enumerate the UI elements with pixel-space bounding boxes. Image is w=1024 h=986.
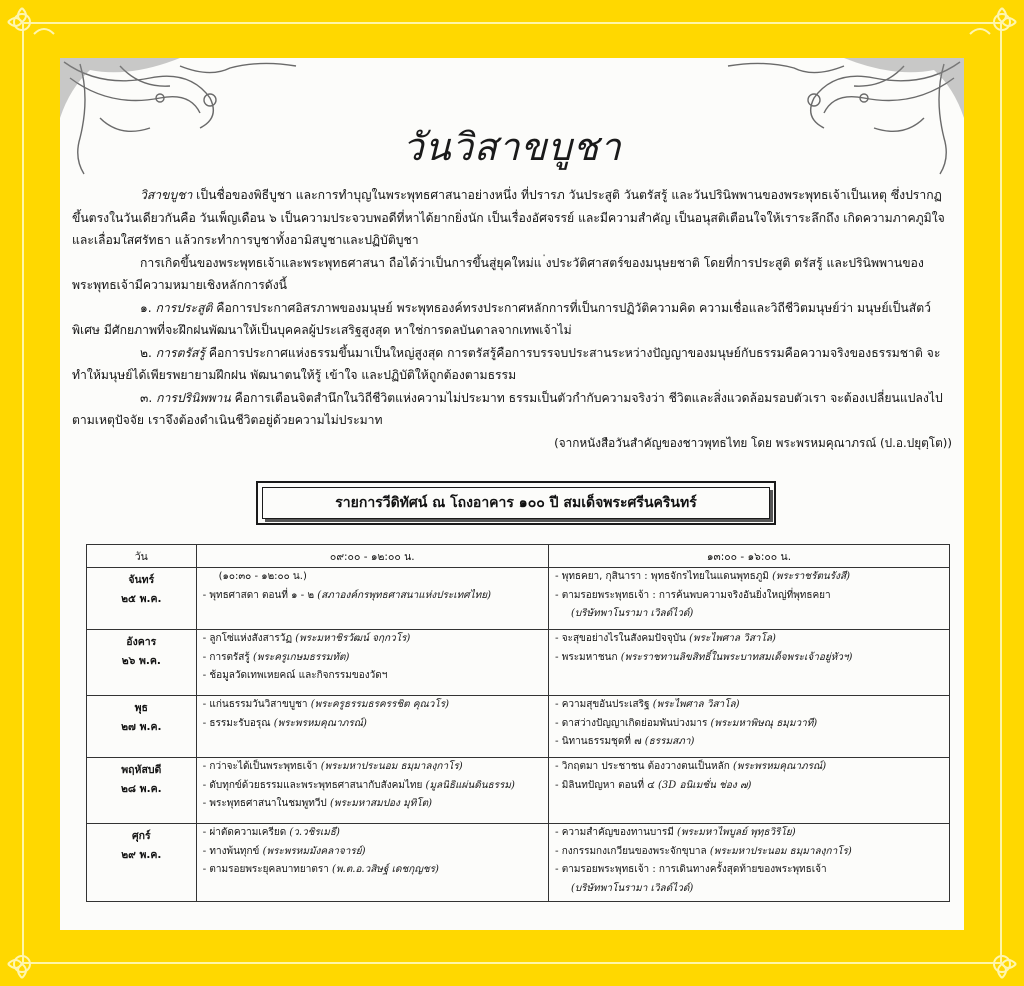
item-credit: (พระราชทานลิขสิทธิ์ในพระบาทสมเด็จพระเจ้าอยู่หัวฯ) [620, 651, 853, 663]
corner-flower-icon [4, 922, 64, 982]
paragraph-1 [72, 184, 952, 252]
list-item [549, 715, 949, 734]
item-credit: (พระพรหมมังคลาจารย์) [262, 845, 366, 857]
item-credit: (พระมหาประนอม ธมฺมาลงฺกาโร) [320, 761, 463, 772]
term-enlightenment: การตรัสรู้ [155, 345, 206, 360]
item-title: - พุทธคยา, กุสินารา : พุทธจักรไทยในแดนพุทธภูมิ [554, 571, 773, 582]
item-title: - กว่าจะได้เป็นพระพุทธเจ้า [202, 761, 321, 772]
list-item [197, 777, 548, 796]
list-item [197, 861, 548, 880]
item-title: - ตามรอยพระยุคลบาทยาตรา [202, 864, 333, 875]
intro-text [72, 184, 952, 454]
col-day-header: วัน [87, 545, 197, 568]
list-item: - ช้อมูลวัดเทพเหยคณ์ และกิจกรรมของวัดฯ [202, 670, 388, 681]
table-row [87, 824, 950, 902]
item-title: - ดาสว่างปัญญาเกิดย่อมพันบ่วงมาร [554, 717, 711, 729]
item-credit: (พระพรหมคุณาภรณ์) [273, 717, 367, 729]
item-title: - ลูกโซ่แห่งสังสารวัฏ [202, 633, 296, 644]
corner-flower-icon [960, 922, 1020, 982]
afternoon-cell [548, 568, 949, 630]
term-nirvana: การปรินิพพาน [156, 390, 231, 405]
day-date: ๒๕ พ.ค. [121, 593, 162, 605]
list-item [197, 758, 548, 777]
paragraph-3 [72, 297, 952, 342]
item-title: - ความสุขอันประเสริฐ [554, 699, 653, 710]
afternoon-cell [548, 758, 949, 824]
item-title: - ผ่าตัดความเครียด [202, 827, 290, 838]
item-title: - ธรรมะรับอรุณ [202, 717, 274, 729]
document-page [60, 58, 964, 930]
day-name: ศุกร์ [131, 830, 151, 842]
list-item [197, 795, 548, 814]
item-credit: (พระมหาพิษณุ ธมฺมวาที) [710, 717, 818, 729]
item-credit: (พระมหาประนอม ธมฺมาลงฺกาโร) [709, 845, 852, 857]
day-name: อังคาร [126, 636, 157, 648]
day-date: ๒๘ พ.ค. [121, 783, 162, 795]
term-visakha: วิสาขบูชา [140, 188, 193, 202]
item-number: ๓. [140, 390, 157, 405]
list-item [549, 843, 949, 862]
afternoon-cell [548, 630, 949, 696]
item-credit: (3D อนิเมชั่น ช่อง ๗) [657, 779, 752, 791]
item-credit: (พระไพศาล วิสาโล) [652, 699, 740, 710]
source-citation: (จากหนังสือวันสำคัญของชาวพุทธไทย โดย พระพรหมคุณาภรณ์ (ป.อ.ปยุตฺโต)) [554, 435, 952, 450]
day-cell [87, 758, 197, 824]
schedule-table [86, 544, 950, 902]
item-title: - การตรัสรู้ [202, 651, 253, 663]
day-name: จันทร์ [128, 574, 155, 586]
item-credit: (พระครูเกษมธรรมทัต) [252, 651, 350, 663]
morning-cell [196, 630, 548, 696]
schedule-banner [256, 481, 776, 525]
item-credit: (พระราชรัตนรังสี) [772, 571, 851, 582]
item-credit: (ธรรมสภา) [644, 736, 695, 747]
day-date: ๒๗ พ.ค. [121, 721, 162, 733]
table-row [87, 630, 950, 696]
day-cell [87, 630, 197, 696]
item-credit: (พระพรหมคุณาภรณ์) [733, 761, 827, 772]
list-item [549, 733, 949, 752]
item-credit: (พระครูธรรมธรครรชิต คุณวโร) [310, 699, 450, 710]
item-title: - พระพุทธศาสนาในชมพูทวีป [202, 798, 330, 809]
paragraph-text: คือการเตือนจิตสำนึกในวิถีชีวิตแห่งความไม่ประมาท ธรรมเป็นตัวกำกับความจริงว่า ชีวิตและสิ่งแวดล้อมรอบตัวเรา จะต้องเปลี่ยนแปลงไปตามเหตุปัจจัย เราจึงต้องดำเนินชีวิตอยู่ด้วยความไม่ประมาท [72, 390, 943, 427]
item-credit: (พระมหาสมปอง มุทิโต) [329, 798, 433, 809]
paragraph-text: คือการประกาศแห่งธรรมขึ้นมาเป็นใหญ่สูงสุด การตรัสรู้คือการบรรจบประสานระหว่างปัญญาของมนุษย์กับธรรมคือความจริงของธรรมชาติ จะทำให้มนุษย์ได้เพียรพยายามฝึกฝน พัฒนาตนให้รู้ เข้าใจ และปฏิบัติให้ถูกต้องตามธรรม [72, 345, 941, 382]
list-item [549, 568, 949, 587]
list-item [549, 824, 949, 843]
paragraph-5 [72, 387, 952, 432]
table-header-row [87, 545, 950, 568]
list-item [549, 630, 949, 649]
item-credit: (ว.วชิรเมธี) [289, 827, 340, 838]
list-item [549, 758, 949, 777]
list-item [197, 843, 548, 862]
item-credit: (พ.ต.อ.วสิษฐ์ เดชกุญชร) [332, 864, 439, 875]
item-credit: (มูลนิธิแผ่นดินธรรม) [425, 779, 515, 791]
morning-cell [196, 758, 548, 824]
item-title: - มิลินทปัญหา ตอนที่ ๔ [554, 779, 658, 791]
term-birth: การประสูติ [155, 300, 213, 315]
item-title: - ความสำคัญของทานบารมี [554, 827, 678, 838]
day-name: พุธ [134, 702, 148, 714]
afternoon-cell [548, 696, 949, 758]
table-row [87, 568, 950, 630]
day-cell [87, 568, 197, 630]
item-title: - จะสุขอย่างไรในสังคมปัจจุบัน [554, 633, 690, 644]
item-title: - แก่นธรรมวันวิสาขบูชา [202, 699, 311, 710]
list-item [549, 777, 949, 796]
day-date: ๒๖ พ.ค. [121, 655, 161, 667]
list-item: (บริษัทพาโนรามา เวิลด์ไวด์) [570, 608, 694, 619]
item-credit: (พระมหาชิรวัฒน์ จกฺกวโร) [295, 633, 411, 644]
item-title: - กงกรรมกงเกวียนของพระจักขุบาล [554, 845, 710, 857]
list-item [197, 587, 548, 606]
item-credit: (สภาองค์กรพุทธศาสนาแห่งประเทศไทย) [317, 589, 492, 601]
item-number: ๑. [140, 300, 156, 315]
col-morning-header: ๐๙:๐๐ - ๑๒:๐๐ น. [196, 545, 548, 568]
corner-flower-icon [4, 4, 64, 64]
list-item: - ตามรอยพระพุทธเจ้า : การค้นพบความจริงอันยิ่งใหญ่ที่พุทธคยา [554, 589, 831, 601]
item-title: - พระมหาชนก [554, 651, 621, 663]
list-item [197, 696, 548, 715]
list-item: - ตามรอยพระพุทธเจ้า : การเดินทางครั้งสุดท้ายของพระพุทธเจ้า [554, 864, 827, 875]
morning-cell [196, 824, 548, 902]
day-cell [87, 824, 197, 902]
list-item [197, 630, 548, 649]
day-date: ๒๙ พ.ค. [121, 849, 162, 861]
day-cell [87, 696, 197, 758]
item-title: - นิทานธรรมชุดที่ ๗ [554, 736, 645, 747]
corner-flower-icon [960, 4, 1020, 64]
paragraph-text: เป็นชื่อของพิธีบูชา และการทำบุญในพระพุทธศาสนาอย่างหนึ่ง ที่ปรารภ วันประสูติ วันตรัสรู้ และวันปรินิพพานของพระพุทธเจ้าเป็นเหตุ ซึ่งปรากฏขึ้นตรงในวันเดียวกันคือ วันเพ็ญเดือน ๖ เป็นความประจวบพอดีที่หาได้ยากยิ่งนัก เป็นเรื่องอัศจรรย์ และมีความสำคัญ เป็นอนุสติเตือนใจให้เราระลึกถึง เกิดความภาคภูมิใจและเลื่อมใสศรัทธา แล้วกระทำการบูชาทั้งอามิสบูชาและปฏิบัติบูชา [72, 188, 945, 247]
page-title: วันวิสาขบูชา [402, 125, 622, 169]
item-title: - ทางพ้นทุกข์ [202, 845, 263, 857]
table-row [87, 696, 950, 758]
morning-cell [196, 696, 548, 758]
item-title: - วิกฤตมา ประชาชน ต้องวางตนเป็นหลัก [554, 761, 734, 772]
paragraph-2: การเกิดขึ้นของพระพุทธเจ้าและพระพุทธศาสนา ถือได้ว่าเป็นการขึ้นสู่ยุคใหม่แ ่งประวัติศาสตร์ของมนุษยชาติ โดยที่การประสูติ ตรัสรู้ และปรินิพพานของพระพุทธเจ้ามีความหมายเชิงหลักการดังนี้ [72, 255, 924, 292]
item-title: - ดับทุกข์ด้วยธรรมและพระพุทธศาสนากับสังคมไทย [202, 779, 426, 791]
paragraph-text: คือการประกาศอิสรภาพของมนุษย์ พระพุทธองค์ทรงประกาศหลักการที่เป็นการปฏิวัติความคิด ความเชื่อและวิถีชีวิตมนุษย์ว่า มนุษย์เป็นสัตว์พิเศษ มีศักยภาพที่จะฝึกฝนพัฒนาให้เป็นบุคคลผู้ประเสริฐสูงสุด หาใช่การดลบันดาลจากเทพเจ้าไม่ [72, 300, 931, 337]
morning-cell [196, 568, 548, 630]
item-credit: (พระมหาไพบูลย์ พุทฺธวิริโย) [677, 827, 796, 838]
list-item [197, 824, 548, 843]
list-item [197, 649, 548, 668]
table-row [87, 758, 950, 824]
banner-title: รายการวีดิทัศน์ ณ โถงอาคาร ๑๐๐ ปี สมเด็จพระศรีนครินทร์ [262, 487, 770, 519]
item-credit: (พระไพศาล วิสาโล) [689, 633, 776, 644]
list-item: (๑๐:๓๐ - ๑๒:๐๐ น.) [218, 571, 307, 582]
afternoon-cell [548, 824, 949, 902]
item-title: - พุทธศาสดา ตอนที่ ๑ - ๒ [202, 589, 318, 601]
item-number: ๒. [140, 345, 156, 360]
list-item [549, 696, 949, 715]
col-afternoon-header: ๑๓:๐๐ - ๑๖:๐๐ น. [548, 545, 949, 568]
list-item: (บริษัทพาโนรามา เวิลด์ไวด์) [570, 882, 694, 894]
list-item [197, 715, 548, 734]
paragraph-4 [72, 342, 952, 387]
list-item [549, 649, 949, 668]
day-name: พฤหัสบดี [121, 764, 162, 776]
